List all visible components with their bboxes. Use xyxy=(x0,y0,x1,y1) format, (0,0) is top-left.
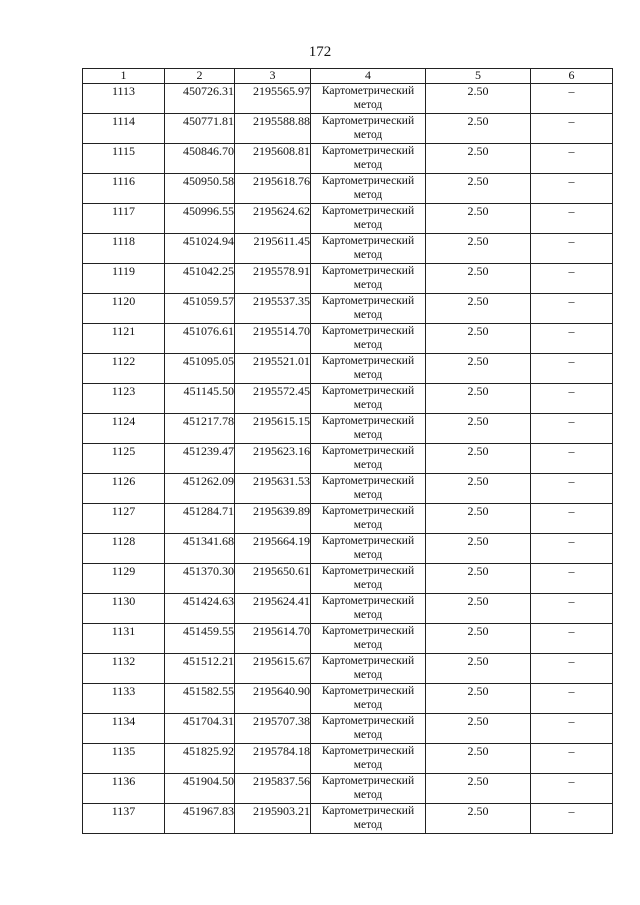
y-coordinate-cell: 2195837.56 xyxy=(235,774,311,804)
y-coordinate-cell: 2195624.62 xyxy=(235,204,311,234)
x-coordinate-cell: 451370.30 xyxy=(165,564,235,594)
point-number-cell: 1116 xyxy=(83,174,165,204)
method-cell: Картометрический метод xyxy=(311,774,426,804)
point-number-cell: 1132 xyxy=(83,654,165,684)
point-number-cell: 1115 xyxy=(83,144,165,174)
y-coordinate-cell: 2195521.01 xyxy=(235,354,311,384)
x-coordinate-cell: 451512.21 xyxy=(165,654,235,684)
y-coordinate-cell: 2195614.70 xyxy=(235,624,311,654)
y-coordinate-cell: 2195624.41 xyxy=(235,594,311,624)
table-row xyxy=(83,294,613,324)
x-coordinate-cell: 451059.57 xyxy=(165,294,235,324)
note-cell: – xyxy=(531,774,613,804)
x-coordinate-cell: 450846.70 xyxy=(165,144,235,174)
table-row xyxy=(83,144,613,174)
point-number-cell: 1133 xyxy=(83,684,165,714)
y-coordinate-cell: 2195664.19 xyxy=(235,534,311,564)
method-cell: Картометрический метод xyxy=(311,114,426,144)
accuracy-cell: 2.50 xyxy=(426,714,531,744)
point-number-cell: 1130 xyxy=(83,594,165,624)
method-cell: Картометрический метод xyxy=(311,744,426,774)
x-coordinate-cell: 451239.47 xyxy=(165,444,235,474)
point-number-cell: 1128 xyxy=(83,534,165,564)
method-cell: Картометрический метод xyxy=(311,84,426,114)
y-coordinate-cell: 2195784.18 xyxy=(235,744,311,774)
note-cell: – xyxy=(531,564,613,594)
table-row xyxy=(83,114,613,144)
x-coordinate-cell: 451341.68 xyxy=(165,534,235,564)
method-cell: Картометрический метод xyxy=(311,354,426,384)
table-row xyxy=(83,414,613,444)
x-coordinate-cell: 450996.55 xyxy=(165,204,235,234)
method-cell: Картометрический метод xyxy=(311,144,426,174)
method-cell: Картометрический метод xyxy=(311,684,426,714)
note-cell: – xyxy=(531,204,613,234)
table-body xyxy=(83,84,613,834)
note-cell: – xyxy=(531,624,613,654)
method-cell: Картометрический метод xyxy=(311,444,426,474)
column-header-1: 1 xyxy=(83,69,165,84)
point-number-cell: 1121 xyxy=(83,324,165,354)
x-coordinate-cell: 451424.63 xyxy=(165,594,235,624)
x-coordinate-cell: 451095.05 xyxy=(165,354,235,384)
point-number-cell: 1137 xyxy=(83,804,165,834)
accuracy-cell: 2.50 xyxy=(426,474,531,504)
method-cell: Картометрический метод xyxy=(311,234,426,264)
method-cell: Картометрический метод xyxy=(311,324,426,354)
accuracy-cell: 2.50 xyxy=(426,234,531,264)
table-row xyxy=(83,234,613,264)
table-row xyxy=(83,384,613,414)
method-cell: Картометрический метод xyxy=(311,654,426,684)
table-row xyxy=(83,744,613,774)
note-cell: – xyxy=(531,504,613,534)
x-coordinate-cell: 451459.55 xyxy=(165,624,235,654)
x-coordinate-cell: 451262.09 xyxy=(165,474,235,504)
table-row xyxy=(83,84,613,114)
x-coordinate-cell: 451582.55 xyxy=(165,684,235,714)
header-row xyxy=(83,69,613,84)
point-number-cell: 1129 xyxy=(83,564,165,594)
point-number-cell: 1113 xyxy=(83,84,165,114)
y-coordinate-cell: 2195608.81 xyxy=(235,144,311,174)
table-row xyxy=(83,714,613,744)
method-cell: Картометрический метод xyxy=(311,804,426,834)
column-header-4: 4 xyxy=(311,69,426,84)
accuracy-cell: 2.50 xyxy=(426,594,531,624)
accuracy-cell: 2.50 xyxy=(426,654,531,684)
accuracy-cell: 2.50 xyxy=(426,804,531,834)
accuracy-cell: 2.50 xyxy=(426,144,531,174)
y-coordinate-cell: 2195618.76 xyxy=(235,174,311,204)
accuracy-cell: 2.50 xyxy=(426,744,531,774)
note-cell: – xyxy=(531,384,613,414)
y-coordinate-cell: 2195572.45 xyxy=(235,384,311,414)
y-coordinate-cell: 2195588.88 xyxy=(235,114,311,144)
y-coordinate-cell: 2195611.45 xyxy=(235,234,311,264)
accuracy-cell: 2.50 xyxy=(426,384,531,414)
note-cell: – xyxy=(531,714,613,744)
accuracy-cell: 2.50 xyxy=(426,414,531,444)
point-number-cell: 1122 xyxy=(83,354,165,384)
x-coordinate-cell: 451042.25 xyxy=(165,264,235,294)
point-number-cell: 1127 xyxy=(83,504,165,534)
coordinates-table xyxy=(82,68,613,834)
point-number-cell: 1126 xyxy=(83,474,165,504)
y-coordinate-cell: 2195707.38 xyxy=(235,714,311,744)
accuracy-cell: 2.50 xyxy=(426,684,531,714)
note-cell: – xyxy=(531,264,613,294)
accuracy-cell: 2.50 xyxy=(426,204,531,234)
y-coordinate-cell: 2195565.97 xyxy=(235,84,311,114)
table-row xyxy=(83,624,613,654)
y-coordinate-cell: 2195650.61 xyxy=(235,564,311,594)
note-cell: – xyxy=(531,324,613,354)
point-number-cell: 1118 xyxy=(83,234,165,264)
table-row xyxy=(83,354,613,384)
accuracy-cell: 2.50 xyxy=(426,174,531,204)
point-number-cell: 1135 xyxy=(83,744,165,774)
point-number-cell: 1119 xyxy=(83,264,165,294)
note-cell: – xyxy=(531,234,613,264)
y-coordinate-cell: 2195903.21 xyxy=(235,804,311,834)
x-coordinate-cell: 450771.81 xyxy=(165,114,235,144)
table-row xyxy=(83,564,613,594)
note-cell: – xyxy=(531,84,613,114)
column-header-3: 3 xyxy=(235,69,311,84)
column-header-2: 2 xyxy=(165,69,235,84)
y-coordinate-cell: 2195623.16 xyxy=(235,444,311,474)
x-coordinate-cell: 450726.31 xyxy=(165,84,235,114)
column-header-5: 5 xyxy=(426,69,531,84)
x-coordinate-cell: 451145.50 xyxy=(165,384,235,414)
method-cell: Картометрический метод xyxy=(311,714,426,744)
point-number-cell: 1114 xyxy=(83,114,165,144)
note-cell: – xyxy=(531,354,613,384)
table-row xyxy=(83,504,613,534)
method-cell: Картометрический метод xyxy=(311,384,426,414)
note-cell: – xyxy=(531,804,613,834)
method-cell: Картометрический метод xyxy=(311,204,426,234)
method-cell: Картометрический метод xyxy=(311,294,426,324)
accuracy-cell: 2.50 xyxy=(426,534,531,564)
note-cell: – xyxy=(531,144,613,174)
note-cell: – xyxy=(531,744,613,774)
accuracy-cell: 2.50 xyxy=(426,774,531,804)
table-row xyxy=(83,264,613,294)
accuracy-cell: 2.50 xyxy=(426,294,531,324)
method-cell: Картометрический метод xyxy=(311,534,426,564)
point-number-cell: 1117 xyxy=(83,204,165,234)
note-cell: – xyxy=(531,474,613,504)
table-row xyxy=(83,474,613,504)
x-coordinate-cell: 451217.78 xyxy=(165,414,235,444)
point-number-cell: 1124 xyxy=(83,414,165,444)
method-cell: Картометрический метод xyxy=(311,474,426,504)
table-row xyxy=(83,444,613,474)
note-cell: – xyxy=(531,654,613,684)
accuracy-cell: 2.50 xyxy=(426,444,531,474)
x-coordinate-cell: 451704.31 xyxy=(165,714,235,744)
accuracy-cell: 2.50 xyxy=(426,504,531,534)
method-cell: Картометрический метод xyxy=(311,564,426,594)
accuracy-cell: 2.50 xyxy=(426,114,531,144)
y-coordinate-cell: 2195615.15 xyxy=(235,414,311,444)
accuracy-cell: 2.50 xyxy=(426,564,531,594)
y-coordinate-cell: 2195514.70 xyxy=(235,324,311,354)
accuracy-cell: 2.50 xyxy=(426,354,531,384)
note-cell: – xyxy=(531,594,613,624)
y-coordinate-cell: 2195615.67 xyxy=(235,654,311,684)
table-row xyxy=(83,804,613,834)
note-cell: – xyxy=(531,534,613,564)
method-cell: Картометрический метод xyxy=(311,594,426,624)
table-row xyxy=(83,534,613,564)
x-coordinate-cell: 451967.83 xyxy=(165,804,235,834)
note-cell: – xyxy=(531,684,613,714)
y-coordinate-cell: 2195639.89 xyxy=(235,504,311,534)
method-cell: Картометрический метод xyxy=(311,624,426,654)
x-coordinate-cell: 450950.58 xyxy=(165,174,235,204)
accuracy-cell: 2.50 xyxy=(426,624,531,654)
y-coordinate-cell: 2195640.90 xyxy=(235,684,311,714)
method-cell: Картометрический метод xyxy=(311,264,426,294)
point-number-cell: 1131 xyxy=(83,624,165,654)
table-row xyxy=(83,654,613,684)
table-row xyxy=(83,204,613,234)
note-cell: – xyxy=(531,444,613,474)
point-number-cell: 1120 xyxy=(83,294,165,324)
table-row xyxy=(83,174,613,204)
x-coordinate-cell: 451284.71 xyxy=(165,504,235,534)
x-coordinate-cell: 451076.61 xyxy=(165,324,235,354)
page-number: 172 xyxy=(308,44,332,60)
point-number-cell: 1136 xyxy=(83,774,165,804)
x-coordinate-cell: 451024.94 xyxy=(165,234,235,264)
point-number-cell: 1125 xyxy=(83,444,165,474)
note-cell: – xyxy=(531,294,613,324)
y-coordinate-cell: 2195578.91 xyxy=(235,264,311,294)
y-coordinate-cell: 2195537.35 xyxy=(235,294,311,324)
method-cell: Картометрический метод xyxy=(311,174,426,204)
accuracy-cell: 2.50 xyxy=(426,84,531,114)
method-cell: Картометрический метод xyxy=(311,414,426,444)
y-coordinate-cell: 2195631.53 xyxy=(235,474,311,504)
note-cell: – xyxy=(531,174,613,204)
x-coordinate-cell: 451825.92 xyxy=(165,744,235,774)
table-row xyxy=(83,324,613,354)
accuracy-cell: 2.50 xyxy=(426,264,531,294)
table-row xyxy=(83,594,613,624)
column-header-6: 6 xyxy=(531,69,613,84)
table-row xyxy=(83,774,613,804)
note-cell: – xyxy=(531,114,613,144)
x-coordinate-cell: 451904.50 xyxy=(165,774,235,804)
accuracy-cell: 2.50 xyxy=(426,324,531,354)
point-number-cell: 1123 xyxy=(83,384,165,414)
table-row xyxy=(83,684,613,714)
point-number-cell: 1134 xyxy=(83,714,165,744)
note-cell: – xyxy=(531,414,613,444)
method-cell: Картометрический метод xyxy=(311,504,426,534)
